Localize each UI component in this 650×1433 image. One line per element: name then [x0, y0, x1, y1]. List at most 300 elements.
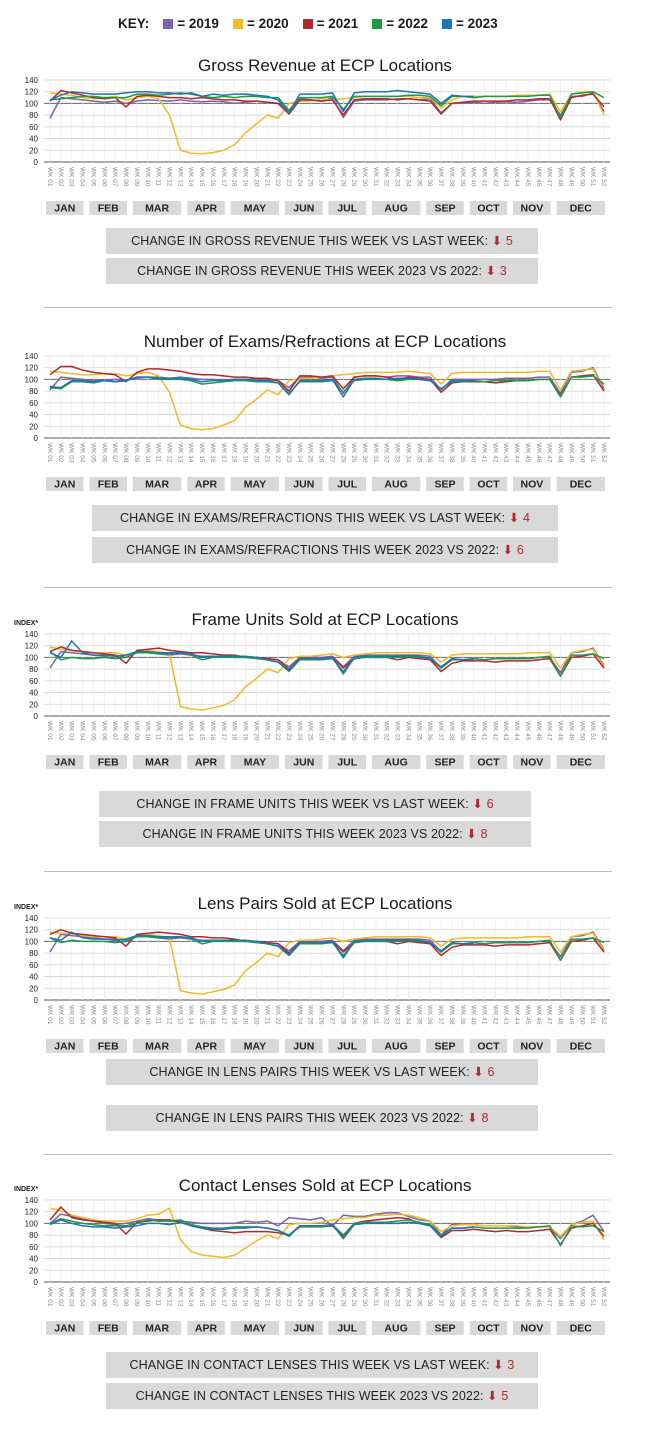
week-tick-label: WK 12	[165, 1005, 173, 1025]
month-label: MAR	[145, 1040, 170, 1053]
week-tick-label: WK 06	[100, 1287, 108, 1307]
week-tick-label: WK 49	[567, 443, 575, 463]
index-label: INDEX*	[14, 1186, 39, 1193]
change-value: ⬇ 6	[472, 797, 494, 811]
week-tick-label: WK 37	[437, 1287, 445, 1307]
week-tick-label: WK 19	[241, 443, 249, 463]
week-tick-label: WK 14	[187, 721, 195, 741]
month-label: OCT	[477, 756, 500, 769]
week-tick-label: WK 18	[230, 443, 238, 463]
week-tick-label: WK 52	[600, 1287, 607, 1307]
week-tick-label: WK 36	[426, 443, 434, 463]
week-tick-label: WK 21	[263, 1287, 271, 1307]
week-tick-label: WK 26	[317, 721, 325, 741]
week-tick-label: WK 21	[263, 443, 271, 463]
week-tick-label: WK 47	[545, 721, 553, 741]
change-value: ⬇ 5	[491, 234, 513, 248]
week-tick-label: WK 41	[480, 443, 488, 463]
week-tick-label: WK 50	[578, 1287, 586, 1307]
week-tick-label: WK 43	[502, 167, 510, 187]
line-chart	[0, 52, 650, 222]
series-line-2021	[50, 647, 604, 676]
month-label: APR	[194, 202, 218, 215]
week-tick-label: WK 13	[176, 1005, 184, 1025]
week-tick-label: WK 19	[241, 721, 249, 741]
week-tick-label: WK 08	[122, 1005, 130, 1025]
week-tick-label: WK 19	[241, 167, 249, 187]
change-summary-text: CHANGE IN GROSS REVENUE THIS WEEK 2023 VS 2022:	[137, 264, 483, 278]
week-tick-label: WK 26	[317, 443, 325, 463]
section-divider	[44, 307, 612, 308]
week-tick-label: WK 41	[480, 1287, 488, 1307]
month-label: APR	[194, 478, 218, 491]
chart-panel-4	[0, 890, 650, 1060]
week-tick-label: WK 40	[469, 1005, 477, 1025]
month-label: JAN	[54, 1040, 76, 1053]
week-tick-label: WK 03	[67, 1287, 75, 1307]
week-tick-label: WK 48	[556, 721, 564, 741]
month-label: AUG	[384, 1322, 408, 1335]
week-tick-label: WK 43	[502, 1005, 510, 1025]
week-tick-label: WK 26	[317, 167, 325, 187]
y-tick-label: 0	[33, 1278, 38, 1287]
week-tick-label: WK 18	[230, 1005, 238, 1025]
week-tick-label: WK 17	[219, 1005, 227, 1025]
y-tick-label: 140	[24, 630, 38, 639]
section-divider	[44, 871, 612, 872]
y-tick-label: 0	[33, 712, 38, 721]
week-tick-label: WK 31	[371, 721, 379, 741]
week-tick-label: WK 24	[295, 1005, 303, 1025]
week-tick-label: WK 11	[154, 1287, 162, 1307]
week-tick-label: WK 08	[122, 721, 130, 741]
change-summary-box	[106, 1352, 538, 1378]
week-tick-label: WK 10	[143, 1005, 151, 1025]
week-tick-label: WK 39	[458, 167, 466, 187]
week-tick-label: WK 49	[567, 167, 575, 187]
week-tick-label: WK 33	[393, 1287, 401, 1307]
week-tick-label: WK 44	[513, 443, 521, 463]
month-label: SEP	[434, 478, 456, 491]
week-tick-label: WK 21	[263, 167, 271, 187]
week-tick-label: WK 22	[274, 1005, 282, 1025]
week-tick-label: WK 32	[382, 721, 390, 741]
month-label: JAN	[54, 1322, 76, 1335]
week-tick-label: WK 18	[230, 167, 238, 187]
legend-text-2022: = 2022	[386, 16, 428, 31]
week-tick-label: WK 25	[306, 443, 314, 463]
week-tick-label: WK 01	[46, 721, 53, 741]
week-tick-label: WK 25	[306, 1287, 314, 1307]
month-label: MAR	[145, 478, 170, 491]
week-tick-label: WK 34	[404, 1287, 412, 1307]
week-tick-label: WK 48	[556, 167, 564, 187]
y-tick-label: 120	[24, 925, 38, 935]
week-tick-label: WK 38	[447, 167, 455, 187]
week-tick-label: WK 37	[437, 443, 445, 463]
chart-panel-3	[0, 606, 650, 776]
week-tick-label: WK 24	[295, 167, 303, 187]
week-tick-label: WK 50	[578, 167, 586, 187]
week-tick-label: WK 51	[589, 1287, 597, 1307]
week-tick-label: WK 17	[219, 721, 227, 741]
month-label: MAY	[243, 478, 267, 491]
week-tick-label: WK 45	[523, 167, 531, 187]
week-tick-label: WK 39	[458, 721, 466, 741]
y-tick-label: 120	[24, 363, 38, 373]
week-tick-label: WK 46	[534, 1005, 542, 1025]
change-summary-box	[106, 228, 538, 254]
week-tick-label: WK 19	[241, 1005, 249, 1025]
week-tick-label: WK 03	[67, 721, 75, 741]
month-label: MAY	[243, 1040, 267, 1053]
week-tick-label: WK 06	[100, 443, 108, 463]
month-label: OCT	[477, 478, 500, 491]
week-tick-label: WK 13	[176, 1287, 184, 1307]
week-tick-label: WK 12	[165, 721, 173, 741]
week-tick-label: WK 13	[176, 443, 184, 463]
legend-text-2020: = 2020	[246, 16, 289, 31]
week-tick-label: WK 20	[252, 443, 260, 463]
y-tick-label: 100	[24, 99, 38, 109]
week-tick-label: WK 01	[46, 443, 53, 463]
week-tick-label: WK 20	[252, 1005, 260, 1025]
week-tick-label: WK 02	[56, 721, 64, 741]
week-tick-label: WK 09	[132, 167, 140, 187]
week-tick-label: WK 08	[122, 1287, 130, 1307]
week-tick-label: WK 44	[513, 167, 521, 187]
line-chart	[0, 606, 650, 776]
week-tick-label: WK 17	[219, 1287, 227, 1307]
y-tick-label: 60	[29, 122, 38, 132]
y-tick-label: 80	[29, 387, 38, 397]
month-label: FEB	[97, 1040, 119, 1053]
section-divider	[44, 1154, 612, 1155]
week-tick-label: WK 27	[328, 1287, 336, 1307]
week-tick-label: WK 22	[274, 721, 282, 741]
week-tick-label: WK 52	[600, 721, 607, 741]
week-tick-label: WK 20	[252, 1287, 260, 1307]
week-tick-label: WK 36	[426, 1005, 434, 1025]
week-tick-label: WK 52	[600, 1005, 607, 1025]
week-tick-label: WK 12	[165, 167, 173, 187]
line-chart	[0, 328, 650, 498]
month-label: MAY	[243, 1322, 267, 1335]
week-tick-label: WK 41	[480, 721, 488, 741]
month-label: MAY	[243, 756, 267, 769]
week-tick-label: WK 24	[295, 443, 303, 463]
y-tick-label: 20	[29, 984, 38, 994]
month-label: FEB	[97, 756, 119, 769]
month-label: SEP	[434, 756, 456, 769]
month-label: JAN	[54, 478, 76, 491]
series-line-2021	[50, 930, 604, 961]
week-tick-label: WK 47	[545, 443, 553, 463]
week-tick-label: WK 42	[491, 167, 499, 187]
week-tick-label: WK 34	[404, 167, 412, 187]
week-tick-label: WK 43	[502, 443, 510, 463]
month-label: APR	[194, 756, 218, 769]
week-tick-label: WK 50	[578, 721, 586, 741]
week-tick-label: WK 43	[502, 1287, 510, 1307]
week-tick-label: WK 37	[437, 1005, 445, 1025]
week-tick-label: WK 01	[46, 1287, 53, 1307]
week-tick-label: WK 47	[545, 1287, 553, 1307]
week-tick-label: WK 30	[361, 443, 369, 463]
week-tick-label: WK 40	[469, 167, 477, 187]
month-label: AUG	[384, 478, 408, 491]
week-tick-label: WK 04	[78, 721, 86, 741]
week-tick-label: WK 21	[263, 721, 271, 741]
week-tick-label: WK 40	[469, 1287, 477, 1307]
week-tick-label: WK 50	[578, 443, 586, 463]
week-tick-label: WK 35	[415, 721, 423, 741]
week-tick-label: WK 45	[523, 1287, 531, 1307]
month-label: DEC	[569, 202, 592, 215]
week-tick-label: WK 40	[469, 721, 477, 741]
week-tick-label: WK 11	[154, 1005, 162, 1025]
week-tick-label: WK 07	[111, 443, 119, 463]
month-label: OCT	[477, 1040, 500, 1053]
week-tick-label: WK 29	[350, 443, 358, 463]
month-label: JUL	[337, 1040, 358, 1053]
change-summary-box	[99, 821, 531, 847]
week-tick-label: WK 48	[556, 443, 564, 463]
week-tick-label: WK 31	[371, 1005, 379, 1025]
week-tick-label: WK 25	[306, 1005, 314, 1025]
y-tick-label: 80	[29, 949, 38, 959]
month-label: MAR	[145, 202, 170, 215]
week-tick-label: WK 05	[89, 1005, 97, 1025]
month-label: AUG	[384, 202, 408, 215]
week-tick-label: WK 23	[284, 721, 292, 741]
week-tick-label: WK 48	[556, 1005, 564, 1025]
week-tick-label: WK 37	[437, 721, 445, 741]
y-tick-label: 40	[29, 410, 38, 420]
month-label: DEC	[569, 1040, 592, 1053]
week-tick-label: WK 31	[371, 1287, 379, 1307]
chart-title: Gross Revenue at ECP Locations	[198, 56, 452, 75]
y-tick-label: 140	[24, 1196, 38, 1205]
week-tick-label: WK 31	[371, 443, 379, 463]
week-tick-label: WK 49	[567, 721, 575, 741]
week-tick-label: WK 32	[382, 1005, 390, 1025]
chart-panel-2	[0, 328, 650, 498]
month-label: JUN	[293, 1322, 315, 1335]
y-tick-label: 100	[24, 937, 38, 947]
y-tick-label: 0	[33, 158, 38, 167]
month-label: FEB	[97, 478, 119, 491]
week-tick-label: WK 16	[208, 721, 216, 741]
week-tick-label: WK 06	[100, 721, 108, 741]
change-summary-box	[106, 1383, 538, 1409]
week-tick-label: WK 04	[78, 1005, 86, 1025]
y-tick-label: 120	[24, 1207, 38, 1217]
y-tick-label: 40	[29, 688, 38, 698]
week-tick-label: WK 32	[382, 167, 390, 187]
week-tick-label: WK 14	[187, 443, 195, 463]
week-tick-label: WK 33	[393, 721, 401, 741]
month-label: DEC	[569, 756, 592, 769]
month-label: FEB	[97, 1322, 119, 1335]
chart-title: Contact Lenses Sold at ECP Locations	[178, 1176, 472, 1195]
week-tick-label: WK 20	[252, 167, 260, 187]
change-value: ⬇ 6	[473, 1065, 495, 1079]
y-tick-label: 120	[24, 87, 38, 97]
week-tick-label: WK 02	[56, 1287, 64, 1307]
change-summary-text: CHANGE IN GROSS REVENUE THIS WEEK VS LAST WEEK:	[131, 234, 489, 248]
month-label: JAN	[54, 202, 76, 215]
week-tick-label: WK 34	[404, 443, 412, 463]
chart-title: Number of Exams/Refractions at ECP Locations	[143, 332, 507, 351]
week-tick-label: WK 07	[111, 1287, 119, 1307]
y-tick-label: 20	[29, 422, 38, 432]
y-tick-label: 100	[24, 1219, 38, 1229]
week-tick-label: WK 27	[328, 1005, 336, 1025]
week-tick-label: WK 29	[350, 721, 358, 741]
week-tick-label: WK 20	[252, 721, 260, 741]
week-tick-label: WK 25	[306, 721, 314, 741]
y-tick-label: 140	[24, 352, 38, 361]
series-line-2020	[50, 1208, 604, 1257]
y-tick-label: 60	[29, 676, 38, 686]
week-tick-label: WK 10	[143, 1287, 151, 1307]
change-summary-text: CHANGE IN LENS PAIRS THIS WEEK 2023 VS 2022:	[155, 1111, 464, 1125]
month-label: NOV	[520, 478, 544, 491]
change-summary-text: CHANGE IN EXAMS/REFRACTIONS THIS WEEK 2023 VS 2022:	[126, 543, 500, 557]
week-tick-label: WK 05	[89, 443, 97, 463]
week-tick-label: WK 12	[165, 443, 173, 463]
line-chart	[0, 1172, 650, 1342]
week-tick-label: WK 07	[111, 167, 119, 187]
change-summary-box	[106, 1105, 538, 1131]
y-tick-label: 80	[29, 665, 38, 675]
week-tick-label: WK 17	[219, 167, 227, 187]
week-tick-label: WK 30	[361, 721, 369, 741]
week-tick-label: WK 08	[122, 443, 130, 463]
month-label: NOV	[520, 202, 544, 215]
week-tick-label: WK 15	[198, 721, 206, 741]
line-chart	[0, 890, 650, 1060]
week-tick-label: WK 10	[143, 167, 151, 187]
week-tick-label: WK 33	[393, 167, 401, 187]
y-tick-label: 100	[24, 653, 38, 663]
change-value: ⬇ 6	[502, 543, 524, 557]
week-tick-label: WK 23	[284, 1005, 292, 1025]
month-label: SEP	[434, 1040, 456, 1053]
week-tick-label: WK 34	[404, 1005, 412, 1025]
chart-panel-1	[0, 52, 650, 222]
week-tick-label: WK 51	[589, 167, 597, 187]
week-tick-label: WK 29	[350, 167, 358, 187]
week-tick-label: WK 14	[187, 1287, 195, 1307]
week-tick-label: WK 30	[361, 1005, 369, 1025]
week-tick-label: WK 44	[513, 1005, 521, 1025]
change-value: ⬇ 5	[487, 1389, 509, 1403]
change-value: ⬇ 3	[493, 1358, 515, 1372]
month-label: SEP	[434, 1322, 456, 1335]
month-label: OCT	[477, 202, 500, 215]
y-tick-label: 80	[29, 111, 38, 121]
month-label: JUL	[337, 1322, 358, 1335]
legend-text-2019: = 2019	[177, 16, 219, 31]
week-tick-label: WK 10	[143, 721, 151, 741]
week-tick-label: WK 28	[339, 1005, 347, 1025]
month-label: DEC	[569, 1322, 592, 1335]
change-value: ⬇ 4	[508, 511, 531, 525]
week-tick-label: WK 52	[600, 443, 607, 463]
change-summary-text: CHANGE IN FRAME UNITS THIS WEEK 2023 VS 2022:	[142, 827, 463, 841]
week-tick-label: WK 33	[393, 1005, 401, 1025]
week-tick-label: WK 42	[491, 1287, 499, 1307]
week-tick-label: WK 39	[458, 443, 466, 463]
y-tick-label: 20	[29, 146, 38, 156]
month-label: AUG	[384, 1040, 408, 1053]
week-tick-label: WK 24	[295, 721, 303, 741]
week-tick-label: WK 18	[230, 721, 238, 741]
week-tick-label: WK 26	[317, 1005, 325, 1025]
week-tick-label: WK 51	[589, 443, 597, 463]
week-tick-label: WK 21	[263, 1005, 271, 1025]
week-tick-label: WK 45	[523, 721, 531, 741]
week-tick-label: WK 41	[480, 167, 488, 187]
week-tick-label: WK 16	[208, 1287, 216, 1307]
week-tick-label: WK 07	[111, 1005, 119, 1025]
week-tick-label: WK 37	[437, 167, 445, 187]
week-tick-label: WK 11	[154, 167, 162, 187]
week-tick-label: WK 25	[306, 167, 314, 187]
week-tick-label: WK 45	[523, 1005, 531, 1025]
week-tick-label: WK 51	[589, 1005, 597, 1025]
week-tick-label: WK 51	[589, 721, 597, 741]
week-tick-label: WK 42	[491, 443, 499, 463]
month-label: OCT	[477, 1322, 500, 1335]
chart-title: Lens Pairs Sold at ECP Locations	[197, 894, 453, 913]
week-tick-label: WK 38	[447, 1005, 455, 1025]
week-tick-label: WK 39	[458, 1005, 466, 1025]
month-label: JUL	[337, 756, 358, 769]
week-tick-label: WK 36	[426, 167, 434, 187]
month-label: NOV	[520, 1040, 544, 1053]
week-tick-label: WK 04	[78, 443, 86, 463]
week-tick-label: WK 38	[447, 1287, 455, 1307]
week-tick-label: WK 50	[578, 1005, 586, 1025]
week-tick-label: WK 49	[567, 1287, 575, 1307]
y-tick-label: 0	[33, 434, 38, 443]
week-tick-label: WK 18	[230, 1287, 238, 1307]
month-label: NOV	[520, 756, 544, 769]
week-tick-label: WK 11	[154, 721, 162, 741]
month-label: AUG	[384, 756, 408, 769]
week-tick-label: WK 47	[545, 167, 553, 187]
change-summary-box	[106, 258, 538, 284]
chart-title: Frame Units Sold at ECP Locations	[191, 610, 459, 629]
week-tick-label: WK 05	[89, 1287, 97, 1307]
month-label: JUN	[293, 202, 315, 215]
week-tick-label: WK 22	[274, 167, 282, 187]
week-tick-label: WK 49	[567, 1005, 575, 1025]
y-tick-label: 20	[29, 1266, 38, 1276]
week-tick-label: WK 39	[458, 1287, 466, 1307]
y-tick-label: 100	[24, 375, 38, 385]
week-tick-label: WK 33	[393, 443, 401, 463]
week-tick-label: WK 10	[143, 443, 151, 463]
week-tick-label: WK 15	[198, 1005, 206, 1025]
week-tick-label: WK 09	[132, 1287, 140, 1307]
week-tick-label: WK 38	[447, 721, 455, 741]
week-tick-label: WK 27	[328, 443, 336, 463]
week-tick-label: WK 03	[67, 1005, 75, 1025]
